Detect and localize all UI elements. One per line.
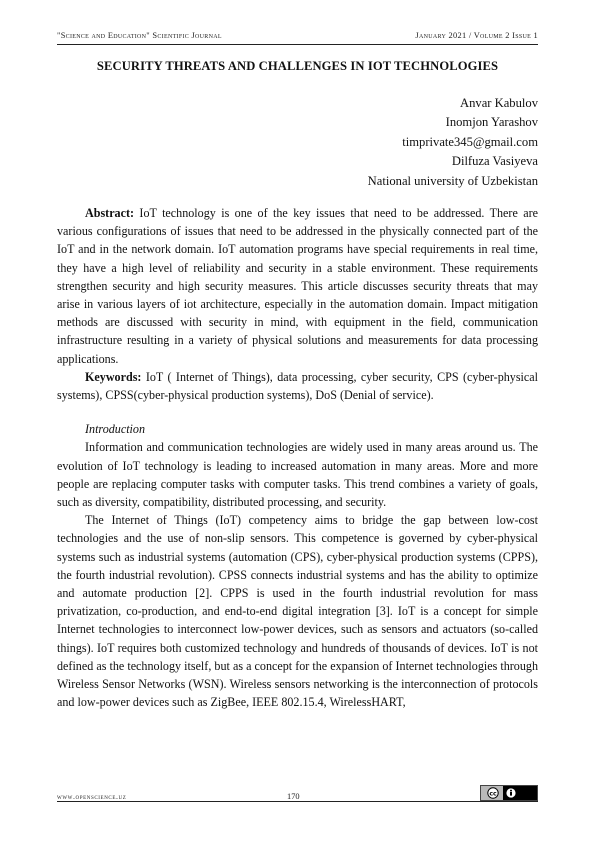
author-email: timprivate345@gmail.com [402, 134, 538, 149]
page-footer [57, 789, 538, 803]
cc-by-license-icon [480, 785, 538, 801]
author-name: Anvar Kabulov [460, 96, 538, 110]
article-body [57, 204, 538, 711]
website-link[interactable]: www.openscience.uz [57, 792, 127, 801]
author-name: Dilfuza Vasiyeva [451, 154, 538, 169]
introduction-heading: Introduction [85, 422, 146, 437]
body-paragraph: The Internet of Things (IoT) competency aims to bridge the gap between low-cost technologies and the use of non-slip sensors. This competence is governed by cyber-physical systems such as industrial systems (automation (CPS), cyber-physical production systems (CPPS), the fourth industrial revolution). CPSS connects industrial systems and has the ability to optimize and automate production [2]. CPPS is used in the fourth industrial revolution for mass privatization, co-production, and end-to-end digital integration [3]. IoT is a concept for simple Internet technologies to interconnect low-power devices, such as sensors and actuators (so-called things). IoT requires both customized technology and hundreds of thousands of devices. IoT is not defined as the technology itself, but as a concept for the expansion of Internet technologies through Wireless Sensor Networks (WSN). Wireless sensors networking is the interconnection of protocols and low-power devices such as ZigBee, IEEE 802.15.4, WirelessHART, [57, 513, 538, 710]
running-header [57, 31, 538, 40]
header-rule [57, 44, 538, 45]
journal-name: "Science and Education" Scientific Journal [57, 31, 222, 40]
abstract-label: Abstract: [85, 206, 135, 220]
keywords-paragraph [57, 368, 538, 404]
svg-text:cc: cc [489, 790, 497, 798]
author-name: Inomjon Yarashov [445, 115, 538, 130]
keywords-text: IoT ( Internet of Things), data processing, cyber security, CPS (cyber-physical systems), CPSS(cyber-physical production systems), DoS (Denial of service). [57, 369, 538, 403]
abstract-text: IoT technology is one of the key issues that need to be addressed. There are various configurations of issues that need to be addressed in the physically connected part of the IoT and in the network domain. IoT automation programs have special requirements in real time, they have a high level of reliability and security in a stable environment. These requirements strengthen security and high security measures. This article discusses security threats that may arise in various layers of iot architecture, especially in the automation domain. Impact mitigation methods are discussed with security in mind, with equipment in the field, communication infrastructure resulting in a variety of physical solutions and measurements for data processing applications. [57, 206, 538, 366]
page-number: 170 [287, 792, 300, 801]
issue-info: January 2021 / Volume 2 Issue 1 [415, 31, 538, 40]
article-title: SECURITY THREATS AND CHALLENGES IN IOT TECHNOLOGIES [96, 59, 499, 73]
author-block [368, 94, 538, 191]
abstract-paragraph [57, 204, 538, 368]
body-paragraph: Information and communication technologies are widely used in many areas around us. The evolution of IoT technology is leading to increased automation in many areas. More and more people are replacing computer tasks with computer tasks. This trend combines a variety of goals, such as diversity, compatibility, distributed processing, and security. [57, 440, 538, 510]
keywords-label: Keywords: [85, 369, 142, 384]
author-affiliation: National university of Uzbekistan [367, 173, 538, 188]
